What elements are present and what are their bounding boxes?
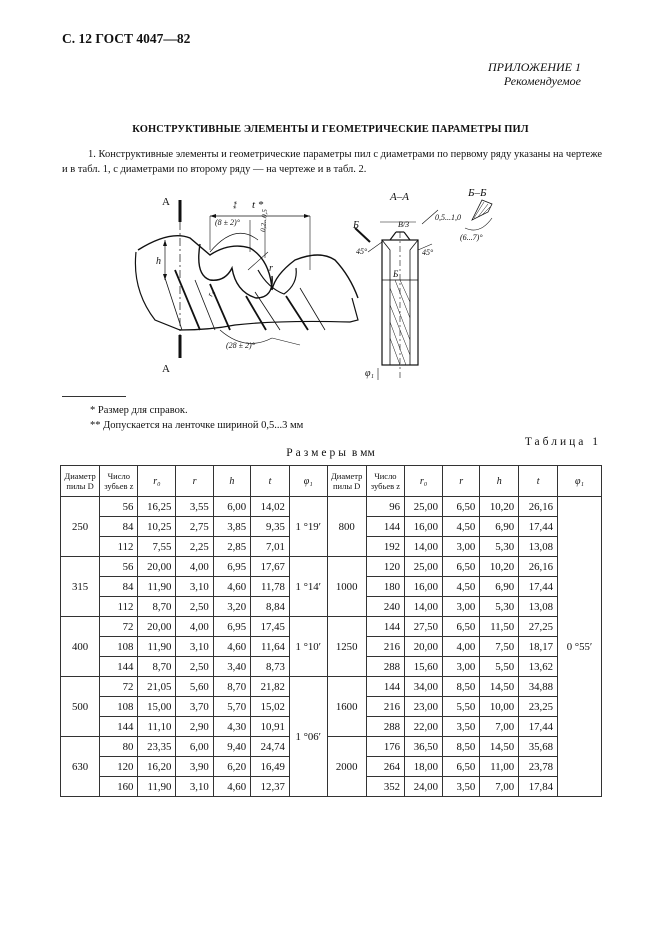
footnote-1: * Размер для справок. bbox=[90, 405, 188, 416]
cell-r-2: 8,50 bbox=[442, 677, 479, 697]
units-label: Размеры bbox=[286, 447, 349, 459]
cell-teeth-2: 288 bbox=[366, 657, 404, 677]
cell-h-2: 10,20 bbox=[480, 497, 519, 517]
cell-phi: 1 °14′ bbox=[289, 557, 327, 617]
cell-r-2: 3,00 bbox=[442, 537, 479, 557]
cell-teeth: 84 bbox=[100, 577, 138, 597]
cell-diameter-2: 2000 bbox=[327, 737, 366, 797]
cell-r-2: 5,50 bbox=[442, 697, 479, 717]
fig-label-t: t * bbox=[252, 199, 264, 211]
cell-r0: 15,00 bbox=[138, 697, 176, 717]
cell-t-2: 17,84 bbox=[519, 777, 558, 797]
cell-r: 5,60 bbox=[176, 677, 213, 697]
cell-h: 5,70 bbox=[213, 697, 250, 717]
cell-h-2: 5,30 bbox=[480, 537, 519, 557]
cell-h-2: 14,50 bbox=[480, 677, 519, 697]
cell-t-2: 13,62 bbox=[519, 657, 558, 677]
cell-t: 15,02 bbox=[251, 697, 290, 717]
cell-teeth: 108 bbox=[100, 697, 138, 717]
cell-h: 8,70 bbox=[213, 677, 250, 697]
cell-teeth: 160 bbox=[100, 777, 138, 797]
cell-teeth: 72 bbox=[100, 617, 138, 637]
cell-h-2: 11,50 bbox=[480, 617, 519, 637]
cell-teeth-2: 144 bbox=[366, 517, 404, 537]
cell-r: 3,10 bbox=[176, 637, 213, 657]
cell-t-2: 27,25 bbox=[519, 617, 558, 637]
cell-r: 4,00 bbox=[176, 617, 213, 637]
cell-diameter: 500 bbox=[61, 677, 100, 737]
cell-r-2: 4,50 bbox=[442, 577, 479, 597]
cell-r: 2,25 bbox=[176, 537, 213, 557]
cell-r-2: 6,50 bbox=[442, 617, 479, 637]
cell-h-2: 10,20 bbox=[480, 557, 519, 577]
footnote-2: ** Допускается на ленточке шириной 0,5...3 мм bbox=[90, 420, 304, 431]
cell-t-2: 18,17 bbox=[519, 637, 558, 657]
cell-r0: 10,25 bbox=[138, 517, 176, 537]
table-units bbox=[0, 447, 661, 459]
fig-label-45-right: 45° bbox=[422, 248, 434, 257]
cell-teeth-2: 192 bbox=[366, 537, 404, 557]
cell-h-2: 11,00 bbox=[480, 757, 519, 777]
cell-teeth-2: 144 bbox=[366, 617, 404, 637]
cell-r0: 20,00 bbox=[138, 617, 176, 637]
cell-r: 3,70 bbox=[176, 697, 213, 717]
cell-t: 8,73 bbox=[251, 657, 290, 677]
cell-t-2: 17,44 bbox=[519, 517, 558, 537]
cell-r0: 23,35 bbox=[138, 737, 176, 757]
cell-diameter-2: 1250 bbox=[327, 617, 366, 677]
th-r: r bbox=[176, 466, 213, 497]
cell-r0-2: 16,00 bbox=[405, 517, 443, 537]
cell-h: 4,60 bbox=[213, 777, 250, 797]
cell-teeth-2: 144 bbox=[366, 677, 404, 697]
cell-r: 2,50 bbox=[176, 657, 213, 677]
fig-label-b3: B/3 bbox=[398, 220, 410, 229]
fig-mark-b-inner: Б bbox=[393, 269, 399, 279]
cell-teeth: 56 bbox=[100, 557, 138, 577]
cell-h-2: 7,50 bbox=[480, 637, 519, 657]
th-phi-2: φ₁ bbox=[558, 466, 602, 497]
cell-t: 8,84 bbox=[251, 597, 290, 617]
cell-r: 3,55 bbox=[176, 497, 213, 517]
table-row bbox=[61, 497, 602, 517]
cell-r0: 8,70 bbox=[138, 597, 176, 617]
cell-t: 21,82 bbox=[251, 677, 290, 697]
cell-teeth: 112 bbox=[100, 597, 138, 617]
footnotes bbox=[90, 403, 303, 433]
cell-r: 2,75 bbox=[176, 517, 213, 537]
cell-t-2: 13,08 bbox=[519, 597, 558, 617]
th-h: h bbox=[213, 466, 250, 497]
cell-h-2: 7,00 bbox=[480, 717, 519, 737]
cell-t-2: 26,16 bbox=[519, 557, 558, 577]
cell-r0-2: 15,60 bbox=[405, 657, 443, 677]
appendix-label bbox=[488, 60, 581, 88]
fig-label-r0: r₀ bbox=[205, 289, 216, 298]
tooth-profile-view bbox=[135, 200, 358, 358]
th-r0-2: r₀ bbox=[405, 466, 443, 497]
cell-r0-2: 27,50 bbox=[405, 617, 443, 637]
cell-teeth: 144 bbox=[100, 657, 138, 677]
cell-r0: 11,90 bbox=[138, 777, 176, 797]
section-title: КОНСТРУКТИВНЫЕ ЭЛЕМЕНТЫ И ГЕОМЕТРИЧЕСКИЕ ПАРАМЕТРЫ ПИЛ bbox=[132, 124, 529, 135]
fig-label-angle-large: (28 ± 2)° bbox=[226, 341, 255, 350]
cell-r0: 16,25 bbox=[138, 497, 176, 517]
cell-diameter-2: 800 bbox=[327, 497, 366, 557]
cell-h: 6,20 bbox=[213, 757, 250, 777]
page-header: С. 12 ГОСТ 4047—82 bbox=[62, 31, 191, 46]
cell-r-2: 6,50 bbox=[442, 557, 479, 577]
cell-t-2: 34,88 bbox=[519, 677, 558, 697]
cell-r0-2: 16,00 bbox=[405, 577, 443, 597]
th-teeth: Число зубьев z bbox=[100, 466, 138, 497]
th-teeth-2: Число зубьев z bbox=[366, 466, 404, 497]
cell-r: 3,10 bbox=[176, 577, 213, 597]
cell-h: 4,60 bbox=[213, 637, 250, 657]
cell-phi: 1 °06′ bbox=[289, 677, 327, 797]
cell-teeth: 108 bbox=[100, 637, 138, 657]
cell-r: 3,10 bbox=[176, 777, 213, 797]
cell-r: 6,00 bbox=[176, 737, 213, 757]
cell-t: 11,64 bbox=[251, 637, 290, 657]
cell-teeth-2: 96 bbox=[366, 497, 404, 517]
parameters-table bbox=[60, 465, 602, 797]
cell-r-2: 3,00 bbox=[442, 657, 479, 677]
cell-r: 4,00 bbox=[176, 557, 213, 577]
cell-r: 2,90 bbox=[176, 717, 213, 737]
cell-r0: 16,20 bbox=[138, 757, 176, 777]
cell-r0: 11,90 bbox=[138, 577, 176, 597]
cell-r-2: 3,50 bbox=[442, 777, 479, 797]
cell-r-2: 3,00 bbox=[442, 597, 479, 617]
cell-t-2: 23,78 bbox=[519, 757, 558, 777]
cell-t: 16,49 bbox=[251, 757, 290, 777]
cell-t: 17,67 bbox=[251, 557, 290, 577]
cell-r0-2: 25,00 bbox=[405, 557, 443, 577]
cell-h: 4,60 bbox=[213, 577, 250, 597]
section-b-b-view bbox=[465, 200, 492, 230]
cell-r: 3,90 bbox=[176, 757, 213, 777]
cell-t-2: 17,44 bbox=[519, 717, 558, 737]
th-r0: r₀ bbox=[138, 466, 176, 497]
appendix-status: Рекомендуемое bbox=[503, 74, 581, 88]
fig-label-45-left: 45° bbox=[356, 247, 368, 256]
cell-r0-2: 14,00 bbox=[405, 597, 443, 617]
cell-diameter: 400 bbox=[61, 617, 100, 677]
cell-h-2: 6,90 bbox=[480, 517, 519, 537]
cell-r0-2: 20,00 bbox=[405, 637, 443, 657]
th-t-2: t bbox=[519, 466, 558, 497]
cell-r0-2: 34,00 bbox=[405, 677, 443, 697]
cell-phi: 1 °10′ bbox=[289, 617, 327, 677]
cell-r0: 8,70 bbox=[138, 657, 176, 677]
fig-label-angle-bb: (6...7)° bbox=[460, 233, 483, 242]
fig-label-r: r bbox=[269, 263, 273, 274]
cell-r0: 11,90 bbox=[138, 637, 176, 657]
cell-t: 11,78 bbox=[251, 577, 290, 597]
cell-r-2: 4,50 bbox=[442, 517, 479, 537]
intro-paragraph: 1. Конструктивные элементы и геометрические параметры пил с диаметрами по первому ряду указаны на чертеже и в табл. 1, с диаметрами по второму ряду — на чертеже и в табл. 2. bbox=[62, 149, 602, 175]
cell-phi-2: 0 °55′ bbox=[558, 497, 602, 797]
cell-r0-2: 24,00 bbox=[405, 777, 443, 797]
units-tail: в мм bbox=[349, 447, 375, 459]
table-row bbox=[61, 737, 602, 757]
th-h-2: h bbox=[480, 466, 519, 497]
cell-h: 2,85 bbox=[213, 537, 250, 557]
fig-section-bb: Б–Б bbox=[468, 187, 487, 199]
cell-teeth: 84 bbox=[100, 517, 138, 537]
cell-teeth-2: 216 bbox=[366, 637, 404, 657]
cell-h: 3,85 bbox=[213, 517, 250, 537]
cell-t-2: 13,08 bbox=[519, 537, 558, 557]
cell-r0-2: 22,00 bbox=[405, 717, 443, 737]
cell-r-2: 4,00 bbox=[442, 637, 479, 657]
cell-r0: 7,55 bbox=[138, 537, 176, 557]
cell-h: 6,95 bbox=[213, 557, 250, 577]
th-r-2: r bbox=[442, 466, 479, 497]
cell-r0: 20,00 bbox=[138, 557, 176, 577]
cell-h-2: 14,50 bbox=[480, 737, 519, 757]
cell-r-2: 6,50 bbox=[442, 757, 479, 777]
cell-teeth: 112 bbox=[100, 537, 138, 557]
appendix-title: ПРИЛОЖЕНИЕ 1 bbox=[488, 60, 581, 74]
cell-teeth-2: 176 bbox=[366, 737, 404, 757]
cell-r-2: 8,50 bbox=[442, 737, 479, 757]
cell-teeth: 80 bbox=[100, 737, 138, 757]
cell-phi: 1 °19′ bbox=[289, 497, 327, 557]
cell-diameter: 315 bbox=[61, 557, 100, 617]
table-row bbox=[61, 557, 602, 577]
cell-r0-2: 25,00 bbox=[405, 497, 443, 517]
th-diameter: Диаметр пилы D bbox=[61, 466, 100, 497]
fig-mark-a-top: А bbox=[162, 196, 170, 208]
fig-mark-a-bottom: А bbox=[162, 363, 170, 375]
cell-r0-2: 36,50 bbox=[405, 737, 443, 757]
cell-teeth-2: 352 bbox=[366, 777, 404, 797]
section-a-a-view bbox=[355, 210, 438, 380]
cell-teeth: 120 bbox=[100, 757, 138, 777]
cell-r: 2,50 bbox=[176, 597, 213, 617]
cell-r0: 21,05 bbox=[138, 677, 176, 697]
fig-label-angle-small: (8 ± 2)° bbox=[215, 218, 240, 227]
cell-teeth-2: 180 bbox=[366, 577, 404, 597]
cell-t: 12,37 bbox=[251, 777, 290, 797]
cell-diameter: 630 bbox=[61, 737, 100, 797]
cell-h: 4,30 bbox=[213, 717, 250, 737]
cell-h-2: 10,00 bbox=[480, 697, 519, 717]
cell-t: 14,02 bbox=[251, 497, 290, 517]
fig-label-h: h bbox=[156, 256, 161, 267]
fig-label-dim-large: 0,5...1,0 bbox=[435, 213, 461, 222]
th-phi: φ₁ bbox=[289, 466, 327, 497]
cell-h-2: 5,30 bbox=[480, 597, 519, 617]
fig-label-dim-small: 0,2...0,5 bbox=[259, 208, 269, 233]
table-header-row bbox=[61, 466, 602, 497]
cell-h: 6,00 bbox=[213, 497, 250, 517]
table-row bbox=[61, 677, 602, 697]
table-row bbox=[61, 617, 602, 637]
footnote-rule bbox=[62, 396, 126, 397]
cell-teeth: 72 bbox=[100, 677, 138, 697]
cell-t-2: 23,25 bbox=[519, 697, 558, 717]
cell-h-2: 6,90 bbox=[480, 577, 519, 597]
cell-h: 6,95 bbox=[213, 617, 250, 637]
cell-t: 17,45 bbox=[251, 617, 290, 637]
cell-teeth-2: 120 bbox=[366, 557, 404, 577]
cell-diameter-2: 1600 bbox=[327, 677, 366, 737]
fig-section-aa: А–А bbox=[390, 191, 409, 203]
cell-t-2: 17,44 bbox=[519, 577, 558, 597]
fig-label-star: ** bbox=[231, 200, 242, 211]
th-t: t bbox=[251, 466, 290, 497]
cell-diameter-2: 1000 bbox=[327, 557, 366, 617]
cell-r0-2: 23,00 bbox=[405, 697, 443, 717]
cell-h: 3,20 bbox=[213, 597, 250, 617]
cell-t: 24,74 bbox=[251, 737, 290, 757]
cell-t: 7,01 bbox=[251, 537, 290, 557]
cell-teeth-2: 264 bbox=[366, 757, 404, 777]
cell-h: 9,40 bbox=[213, 737, 250, 757]
cell-r0-2: 18,00 bbox=[405, 757, 443, 777]
cell-teeth-2: 216 bbox=[366, 697, 404, 717]
cell-t-2: 35,68 bbox=[519, 737, 558, 757]
cell-teeth-2: 288 bbox=[366, 717, 404, 737]
cell-r-2: 3,50 bbox=[442, 717, 479, 737]
fig-label-phi: φ₁ bbox=[365, 368, 375, 379]
cell-t: 9,35 bbox=[251, 517, 290, 537]
cell-h-2: 5,50 bbox=[480, 657, 519, 677]
cell-teeth: 144 bbox=[100, 717, 138, 737]
cell-h: 3,40 bbox=[213, 657, 250, 677]
cell-r0: 11,10 bbox=[138, 717, 176, 737]
th-diameter-2: Диаметр пилы D bbox=[327, 466, 366, 497]
cell-t-2: 26,16 bbox=[519, 497, 558, 517]
cell-teeth: 56 bbox=[100, 497, 138, 517]
cell-t: 10,91 bbox=[251, 717, 290, 737]
cell-h-2: 7,00 bbox=[480, 777, 519, 797]
table-caption: Таблица 1 bbox=[524, 436, 601, 448]
cell-teeth-2: 240 bbox=[366, 597, 404, 617]
cell-r-2: 6,50 bbox=[442, 497, 479, 517]
saw-tooth-drawing bbox=[60, 180, 520, 385]
fig-mark-b: Б bbox=[353, 220, 359, 231]
cell-diameter: 250 bbox=[61, 497, 100, 557]
cell-r0-2: 14,00 bbox=[405, 537, 443, 557]
